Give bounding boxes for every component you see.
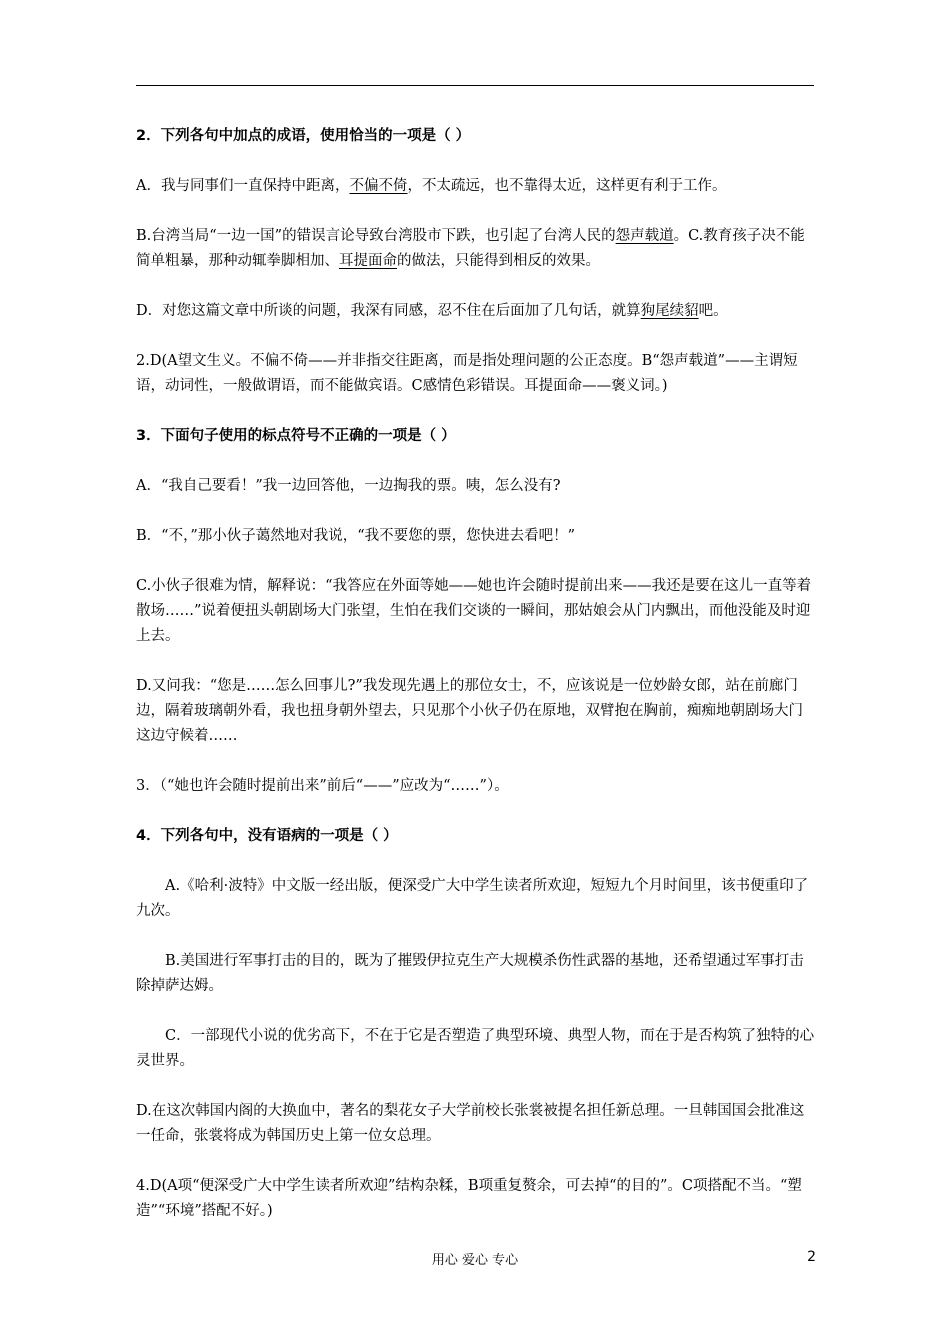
question-3-option-c: C.小伙子很难为情，解释说：“我答应在外面等她——她也许会随时提前出来——我还是要在这儿一直等着散场……”说着便扭头朝剧场大门张望，生怕在我们交谈的一瞬间，那姑娘会从门内飘出，而他没能及时迎上去。 <box>136 578 812 644</box>
option-b-text: B.台湾当局“一边一国”的错误言论导致台湾股市下跌，也引起了台湾人民的 <box>136 228 616 244</box>
question-3-option-a: A．“我自己要看！”我一边回答他，一边掏我的票。咦，怎么没有? <box>136 478 561 494</box>
question-2-option-a <box>136 174 816 199</box>
idiom-bupianbuyi: 不偏不倚 <box>349 178 408 194</box>
header-rule <box>136 85 814 86</box>
question-3-title: 3．下面句子使用的标点符号不正确的一项是（ ） <box>136 428 456 444</box>
option-a-text: A．我与同事们一直保持中距离， <box>136 178 350 194</box>
option-c-text: 。C.教育孩子决不能简单粗暴，那种动辄拳脚相加、 <box>136 228 805 269</box>
page-number: 2 <box>807 1249 816 1265</box>
question-2-answer: 2.D(A望文生义。不偏不倚——并非指交往距离，而是指处理问题的公正态度。B“怨声载道”——主谓短语，动词性，一般做谓语，而不能做宾语。C感情色彩错误。耳提面命——褒义词。) <box>136 353 798 394</box>
question-4-option-b: B.美国进行军事打击的目的，既为了摧毁伊拉克生产大规模杀伤性武器的基地，还希望通过军事打击除掉萨达姆。 <box>136 953 804 994</box>
question-2-option-b-c <box>136 224 816 274</box>
option-d-text-end: 吧。 <box>698 303 728 319</box>
question-4-option-c: C．一部现代小说的优劣高下，不在于它是否塑造了典型环境、典型人物，而在于是否构筑了独特的心灵世界。 <box>136 1028 815 1069</box>
question-2-title: 2．下列各句中加点的成语，使用恰当的一项是（ ） <box>136 128 471 144</box>
question-4-option-a: A.《哈利·波特》中文版一经出版，便深受广大中学生读者所欢迎，短短九个月时间里，该书便重印了九次。 <box>136 878 809 919</box>
footer-motto: 用心 爱心 专心 <box>431 1253 519 1268</box>
question-3-option-b: B．“不，”那小伙子蔼然地对我说，“我不要您的票，您快进去看吧！” <box>136 528 576 544</box>
idiom-ertimianming: 耳提面命 <box>339 253 397 269</box>
question-4-title: 4．下列各句中，没有语病的一项是（ ） <box>136 828 398 844</box>
page-footer <box>0 1249 950 1269</box>
question-3-option-d: D.又问我：“您是……怎么回事儿?”我发现先遇上的那位女士，不，应该说是一位妙龄女郎，站在前廊门边，隔着玻璃朝外看，我也扭身朝外望去，只见那个小伙子仍在原地，双臂抱在胸前，痴痴地朝剧场大门这边守候着…… <box>136 678 803 744</box>
idiom-yuanshengzaidao: 怨声载道 <box>615 228 674 244</box>
question-3-answer: 3．（“她也许会随时提前出来”前后“——”应改为“……”）。 <box>136 778 509 794</box>
document-body <box>136 124 816 1224</box>
option-d-text: D．对您这篇文章中所谈的问题，我深有同感，忍不住在后面加了几句话，就算 <box>136 303 641 319</box>
question-4-option-d: D.在这次韩国内阁的大换血中，著名的梨花女子大学前校长张裳被提名担任新总理。一旦韩国国会批准这一任命，张裳将成为韩国历史上第一位女总理。 <box>136 1103 805 1144</box>
idiom-gouweixudiao: 狗尾续貂 <box>640 303 699 319</box>
question-4-answer: 4.D(A项“便深受广大中学生读者所欢迎”结构杂糅，B项重复赘余，可去掉“的目的”。C项搭配不当。“塑造”“环境”搭配不好。) <box>136 1178 802 1219</box>
question-2-option-d <box>136 299 816 324</box>
option-c-text-end: 的做法，只能得到相反的效果。 <box>397 253 600 269</box>
option-a-text-end: ，不太疏远，也不靠得太近，这样更有利于工作。 <box>407 178 727 194</box>
